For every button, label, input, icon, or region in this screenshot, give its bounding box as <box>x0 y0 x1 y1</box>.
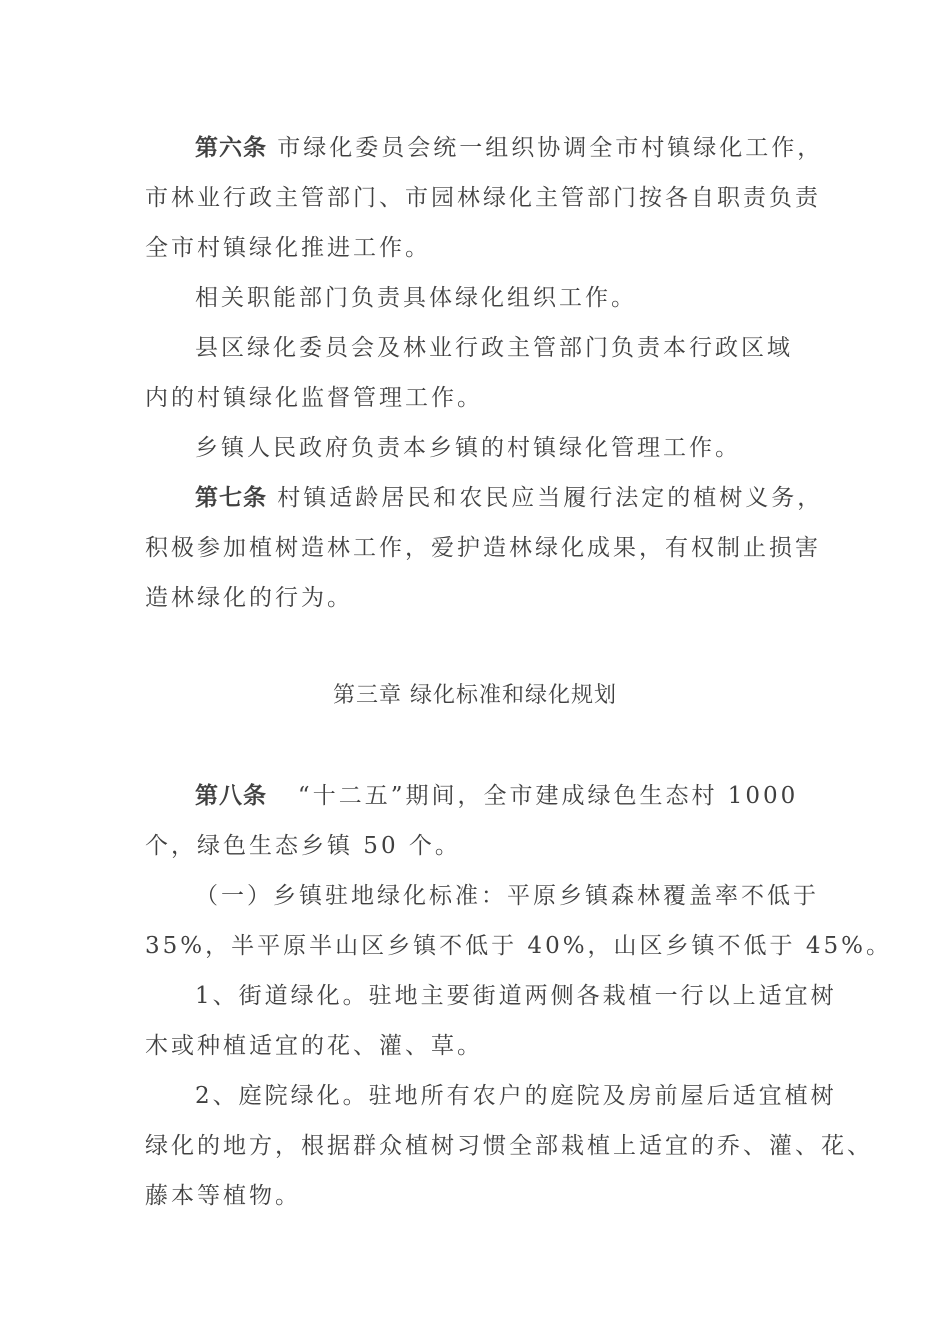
article-6-paragraph-4: 乡镇人民政府负责本乡镇的村镇绿化管理工作。 <box>195 435 741 461</box>
article-6-label: 第六条 <box>195 135 267 161</box>
article-7-line-2: 积极参加植树造林工作，爱护造林绿化成果，有权制止损害 <box>145 535 821 561</box>
article-8-label: 第八条 <box>195 783 267 809</box>
article-7-label: 第七条 <box>195 485 267 511</box>
standard-1-line-2: 35%，半平原半山区乡镇不低于 40%，山区乡镇不低于 45%。 <box>145 933 892 959</box>
article-6-line-3: 全市村镇绿化推进工作。 <box>145 235 431 261</box>
article-6-line-1 <box>195 133 823 163</box>
article-6-paragraph-2: 相关职能部门负责具体绿化组织工作。 <box>195 285 637 311</box>
article-7-line-1 <box>195 483 823 513</box>
article-6-line-2: 市林业行政主管部门、市园林绿化主管部门按各自职责负责 <box>145 185 821 211</box>
article-6-paragraph-3-line-2: 内的村镇绿化监督管理工作。 <box>145 385 483 411</box>
article-7-text-1: 村镇适龄居民和农民应当履行法定的植树义务， <box>267 485 824 511</box>
item-2-line-2: 绿化的地方，根据群众植树习惯全部栽植上适宜的乔、灌、花、 <box>145 1133 873 1159</box>
chapter-3-heading: 第三章 绿化标准和绿化规划 <box>333 683 617 708</box>
article-8-text-1: “十二五”期间，全市建成绿色生态村 1000 <box>267 783 799 809</box>
item-1-line-2: 木或种植适宜的花、灌、草。 <box>145 1033 483 1059</box>
article-8-line-1 <box>195 781 798 811</box>
article-7-line-3: 造林绿化的行为。 <box>145 585 353 611</box>
article-6-text-1: 市绿化委员会统一组织协调全市村镇绿化工作， <box>267 135 824 161</box>
article-6-paragraph-3-line-1: 县区绿化委员会及林业行政主管部门负责本行政区域 <box>195 335 793 361</box>
item-2-line-1: 2、庭院绿化。驻地所有农户的庭院及房前屋后适宜植树 <box>195 1083 837 1109</box>
standard-1-line-1: （一）乡镇驻地绿化标准：平原乡镇森林覆盖率不低于 <box>195 883 819 909</box>
item-2-line-3: 藤本等植物。 <box>145 1183 301 1209</box>
item-1-line-1: 1、街道绿化。驻地主要街道两侧各栽植一行以上适宜树 <box>195 983 837 1009</box>
article-8-line-2: 个，绿色生态乡镇 50 个。 <box>145 833 461 859</box>
